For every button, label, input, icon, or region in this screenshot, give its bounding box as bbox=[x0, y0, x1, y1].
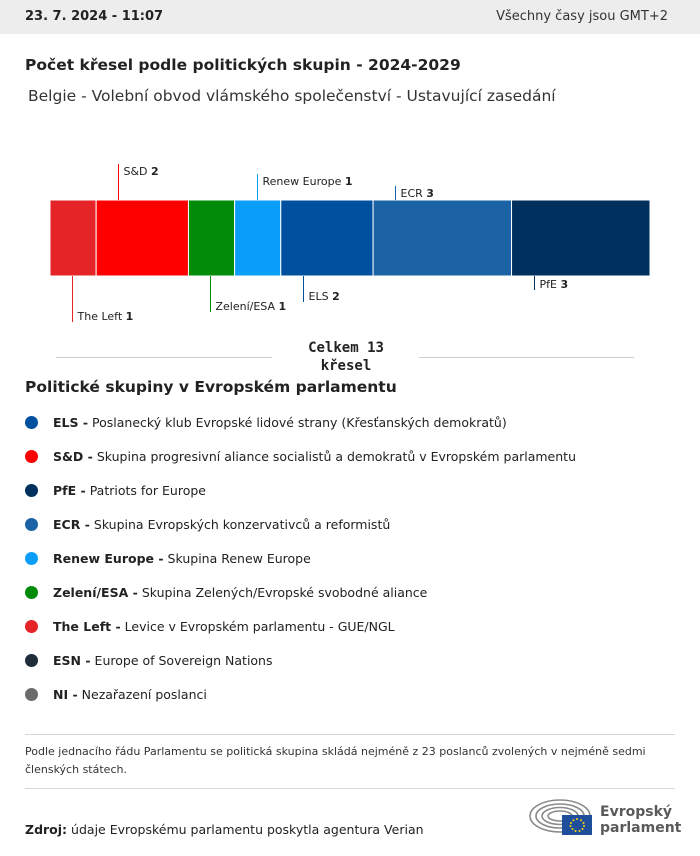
timestamp: 23. 7. 2024 - 11:07 bbox=[25, 9, 164, 24]
bar-label-seats: 1 bbox=[125, 310, 134, 323]
logo-line-2: parlament bbox=[600, 820, 682, 836]
seat-total bbox=[274, 339, 418, 375]
legend-dot-icon bbox=[25, 518, 38, 531]
seat-total-count: Celkem 13 bbox=[308, 340, 384, 356]
legend-abbr: NI - bbox=[53, 686, 78, 702]
bar-label-seats: 1 bbox=[278, 300, 287, 313]
legend-name: Skupina Zelených/Evropské svobodné aliance bbox=[141, 584, 428, 600]
legend-item bbox=[25, 677, 685, 711]
legend-name: Poslanecký klub Evropské lidové strany (Křesťanských demokratů) bbox=[92, 414, 507, 430]
bar-segment bbox=[281, 200, 373, 276]
bar-segment bbox=[50, 200, 96, 276]
top-bar bbox=[0, 0, 700, 34]
legend-dot-icon bbox=[25, 586, 38, 599]
bar-label bbox=[401, 187, 434, 200]
total-divider-left bbox=[56, 357, 272, 358]
legend-item bbox=[25, 439, 685, 473]
legend-dot-icon bbox=[25, 416, 38, 429]
legend-abbr: ECR - bbox=[53, 516, 90, 532]
bar-label-party: ELS bbox=[308, 290, 333, 303]
bar-segment bbox=[96, 200, 188, 276]
bar-label-party: Zelení/ESA bbox=[215, 300, 279, 313]
bar-label-seats: 3 bbox=[426, 187, 434, 200]
bar-label bbox=[124, 165, 159, 178]
legend-name: Patriots for Europe bbox=[89, 482, 206, 498]
chart-title: Počet křesel podle politických skupin - 2024-2029 bbox=[25, 56, 461, 74]
source bbox=[25, 822, 424, 837]
legend-item bbox=[25, 643, 685, 677]
legend-dot-icon bbox=[25, 620, 38, 633]
bar-label-seats: 2 bbox=[332, 290, 340, 303]
logo-wordmark bbox=[600, 804, 681, 836]
divider bbox=[25, 734, 675, 735]
logo-line-1: Evropský bbox=[600, 804, 673, 820]
legend-abbr: Zelení/ESA - bbox=[53, 584, 138, 600]
legend-name: Skupina progresivní aliance socialistů a demokratů v Evropském parlamentu bbox=[96, 448, 576, 464]
bar-label bbox=[263, 175, 353, 188]
legend-name: Skupina Renew Europe bbox=[167, 550, 311, 566]
bar-label bbox=[77, 310, 134, 323]
bar-label-seats: 1 bbox=[344, 175, 353, 188]
bar-label-party: The Left bbox=[77, 310, 126, 323]
bar-label-party: ECR bbox=[400, 187, 427, 200]
legend-dot-icon bbox=[25, 688, 38, 701]
legend-title: Politické skupiny v Evropském parlamentu bbox=[25, 378, 397, 396]
legend-item bbox=[25, 405, 685, 439]
footnote: Podle jednacího řádu Parlamentu se politická skupina skládá nejméně z 23 poslanců zvolených v nejméně sedmi členských státech. bbox=[25, 745, 646, 776]
legend-name: Levice v Evropském parlamentu - GUE/NGL bbox=[124, 618, 395, 634]
seat-total-unit: křesel bbox=[320, 358, 372, 374]
legend-name: Europe of Sovereign Nations bbox=[94, 652, 273, 668]
bar-segment bbox=[373, 200, 511, 276]
chart-subtitle: Belgie - Volební obvod vlámského společenství - Ustavující zasedání bbox=[28, 87, 556, 105]
timezone-note: Všechny časy jsou GMT+2 bbox=[496, 9, 668, 24]
seat-chart bbox=[0, 150, 700, 330]
legend-name: Nezařazení poslanci bbox=[81, 686, 207, 702]
legend-item bbox=[25, 507, 685, 541]
bar-label bbox=[540, 278, 569, 291]
legend-abbr: S&D - bbox=[53, 448, 93, 464]
divider bbox=[25, 788, 675, 789]
bar-label-seats: 3 bbox=[560, 278, 569, 291]
legend-item bbox=[25, 609, 685, 643]
bar-label-party: PfE bbox=[539, 278, 561, 291]
legend-abbr: ESN - bbox=[53, 652, 91, 668]
bar-segment bbox=[235, 200, 281, 276]
bar-label-party: Renew Europe bbox=[262, 175, 345, 188]
legend-item bbox=[25, 541, 685, 575]
legend bbox=[25, 405, 685, 711]
bar-label-seats: 2 bbox=[151, 165, 159, 178]
legend-dot-icon bbox=[25, 450, 38, 463]
legend-dot-icon bbox=[25, 654, 38, 667]
legend-dot-icon bbox=[25, 552, 38, 565]
bar-label bbox=[216, 300, 287, 313]
legend-abbr: PfE - bbox=[53, 482, 86, 498]
legend-item bbox=[25, 473, 685, 507]
legend-dot-icon bbox=[25, 484, 38, 497]
bar-segment bbox=[188, 200, 234, 276]
legend-abbr: Renew Europe - bbox=[53, 550, 164, 566]
legend-name: Skupina Evropských konzervativců a reformistů bbox=[93, 516, 391, 532]
bar-label-party: S&D bbox=[123, 165, 152, 178]
total-divider-right bbox=[419, 357, 634, 358]
legend-abbr: ELS - bbox=[53, 414, 89, 430]
bar-segment bbox=[512, 200, 650, 276]
source-label: Zdroj: bbox=[25, 822, 68, 837]
source-text: údaje Evropskému parlamentu poskytla agentura Verian bbox=[71, 822, 424, 837]
legend-abbr: The Left - bbox=[53, 618, 121, 634]
legend-item bbox=[25, 575, 685, 609]
bar-label bbox=[309, 290, 340, 303]
